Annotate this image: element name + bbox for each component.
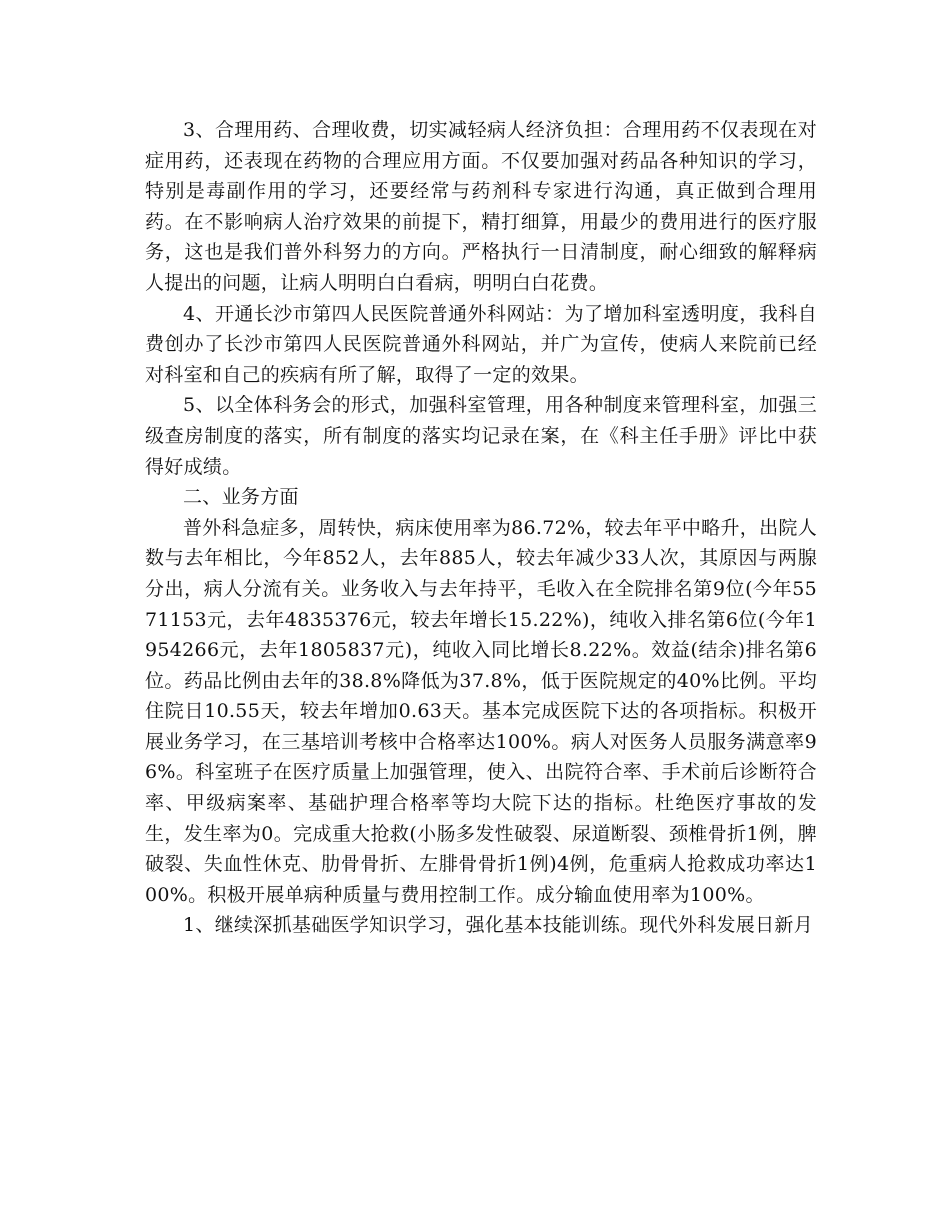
paragraph-hospital-website: 4、开通长沙市第四人民医院普通外科网站：为了增加科室透明度，我科自费创办了长沙市第四人民医院普通外科网站，并广为宣传，使病人来院前已经对科室和自己的疾病有所了解，取得了一定的效果。 xyxy=(145,302,817,386)
paragraph-department-management: 5、以全体科务会的形式，加强科室管理，用各种制度来管理科室，加强三级查房制度的落实，所有制度的落实均记录在案，在《科主任手册》评比中获得好成绩。 xyxy=(145,394,817,478)
paragraph-basic-training: 1、继续深抓基础医学知识学习，强化基本技能训练。现代外科发展日新月 xyxy=(183,914,813,937)
paragraph-business-statistics: 普外科急症多，周转快，病床使用率为86.72%，较去年平中略升，出院人数与去年相比，今年852人，去年885人，较去年减少33人次，其原因与两腺分出，病人分流有关。业务收入与去年持平，毛收入在全院排名第9位(今年5571153元，去年4835376元，较去年增长15.22%)，纯收入排名第6位(今年1954266元，去年1805837元)，纯收入同比增长8.22%。效益(结余)排名第6位。药品比例由去年的38.8%降低为37.8%，低于医院规定的40%比例。平均住院日10.55天，较去年增加0.63天。基本完成医院下达的各项指标。积极开展业务学习，在三基培训考核中合格率达100%。病人对医务人员服务满意率96%。科室班子在医疗质量上加强管理，使入、出院符合率、手术前后诊断符合率、甲级病案率、基础护理合格率等均大院下达的指标。杜绝医疗事故的发生，发生率为0。完成重大抢救(小肠多发性破裂、尿道断裂、颈椎骨折1例，脾破裂、失血性休克、肋骨骨折、左腓骨骨折1例)4例，危重病人抢救成功率达100%。积极开展单病种质量与费用控制工作。成分输血使用率为100%。 xyxy=(145,516,817,906)
paragraph-rational-medication: 3、合理用药、合理收费，切实减轻病人经济负担：合理用药不仅表现在对症用药，还表现在药物的合理应用方面。不仅要加强对药品各种知识的学习，特别是毒副作用的学习，还要经常与药剂科专家进行沟通，真正做到合理用药。在不影响病人治疗效果的前提下，精打细算，用最少的费用进行的医疗服务，这也是我们普外科努力的方向。严格执行一日清制度，耐心细致的解释病人提出的问题，让病人明明白白看病，明明白白花费。 xyxy=(145,119,817,294)
document-body xyxy=(145,115,817,941)
section-heading-business: 二、业务方面 xyxy=(183,486,299,509)
